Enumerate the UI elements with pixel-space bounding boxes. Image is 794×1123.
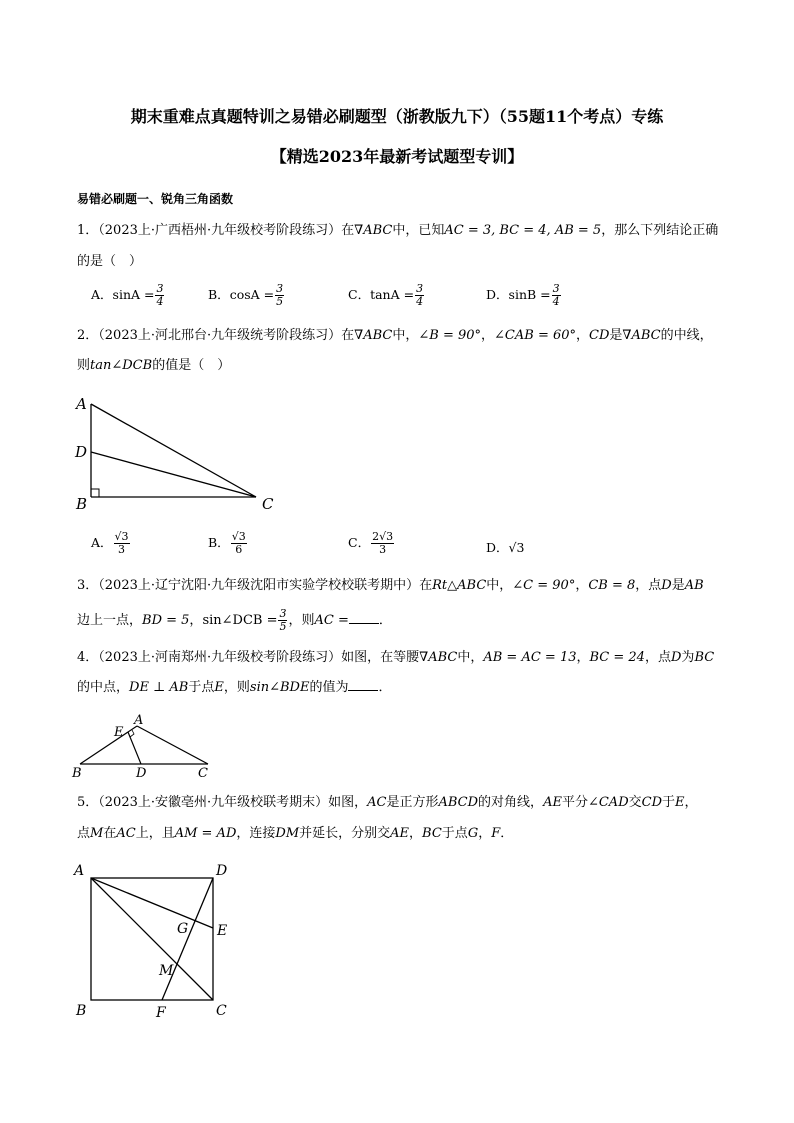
point-label-c: C: [198, 766, 208, 781]
q2-triangle-figure: [70, 390, 290, 515]
right-angle-mark: [130, 730, 134, 737]
q5-bc: BC: [422, 826, 442, 841]
question-4-line-1: [77, 648, 714, 668]
point-label-a: A: [76, 395, 87, 413]
q2-option-a[interactable]: [91, 531, 131, 556]
q1-option-a[interactable]: [91, 283, 165, 308]
question-1-line-1: [77, 221, 718, 241]
option-func: sinA =: [112, 287, 155, 302]
q2-triangle2: ∇ABC: [622, 328, 661, 343]
q3-triangle: Rt△ABC: [432, 578, 487, 593]
fraction-denominator: 6: [235, 543, 243, 556]
question-3-line-2: [77, 608, 392, 633]
section-heading: 易错必刷题一、锐角三角函数: [77, 192, 234, 206]
q5-ae2: AE: [390, 826, 410, 841]
q2-cd: CD: [589, 328, 610, 343]
q4-middle: 中，: [457, 650, 484, 665]
q5-cd: CD: [641, 795, 663, 810]
q4-line2-suffix: 的值为: [309, 680, 349, 695]
option-label: A．: [91, 287, 113, 302]
q1-prefix: 1．（2023上·广西梧州·九年级校考阶段练习）在: [77, 223, 355, 238]
question-1-line-2: 的是（ ）: [77, 254, 143, 269]
q5-comma: ，: [409, 826, 423, 841]
question-2-line-1: [77, 326, 713, 346]
q3-suffix: ，点: [635, 578, 662, 593]
fraction-numerator: √3: [231, 530, 246, 543]
option-value: √3: [508, 540, 525, 555]
q4-line2-prefix: 的中点，: [77, 680, 130, 695]
segment-ab: [80, 726, 137, 764]
q3-fraction: [278, 608, 287, 633]
fraction-denominator: 5: [279, 620, 287, 633]
q5-g: G: [467, 826, 479, 841]
fraction-denominator: 4: [552, 295, 560, 308]
q5-ac2: AC: [116, 826, 136, 841]
q4-bc2: BC: [694, 650, 715, 665]
q4-e: E: [214, 680, 224, 695]
q5-middle4: 交: [628, 795, 642, 810]
q5-dm: DM: [275, 826, 300, 841]
q3-line2-prefix: 边上一点，: [77, 613, 143, 628]
option-label: B．: [208, 287, 230, 302]
question-5-line-1: [77, 793, 698, 813]
q3-prefix: 3．（2023上·辽宁沈阳·九年级沈阳市实验学校校联考期中）在: [77, 578, 433, 593]
q5-e: E: [675, 795, 685, 810]
option-fraction: [155, 283, 164, 308]
option-fraction: [552, 283, 561, 308]
q4-end: ．: [378, 680, 392, 695]
diagonal-ac: [91, 878, 213, 1000]
question-3-line-1: [77, 576, 704, 596]
q5-middle3: 平分: [561, 795, 588, 810]
fraction-denominator: 3: [379, 543, 387, 556]
q5-square-figure: [70, 858, 250, 1023]
option-label: D．: [486, 540, 509, 555]
segment-ac: [91, 404, 256, 497]
q5-line2-mid3: ，连接: [236, 826, 276, 841]
fraction-numerator: √3: [114, 530, 129, 543]
q3-sep: ，: [575, 578, 589, 593]
q1-suffix: ，那么下列结论正确: [601, 223, 719, 238]
fraction-denominator: 4: [416, 295, 424, 308]
option-label: B．: [208, 535, 230, 550]
option-fraction: [415, 283, 424, 308]
point-label-e: E: [217, 923, 228, 939]
q5-line2-mid: 在: [103, 826, 117, 841]
segment-df: [162, 878, 213, 1000]
point-label-e: E: [114, 725, 124, 740]
q5-abcd: ABCD: [438, 795, 479, 810]
q2-option-c[interactable]: [348, 531, 395, 556]
q3-cb: CB = 8: [588, 578, 636, 593]
q4-line2-mid: 于点: [188, 680, 215, 695]
q5-middle: 是正方形: [386, 795, 439, 810]
q2-prefix: 2．（2023上·河北邢台·九年级统考阶段练习）在: [77, 328, 355, 343]
option-label: A．: [91, 535, 113, 550]
option-func: tanA =: [370, 287, 415, 302]
point-label-c: C: [262, 495, 274, 513]
q1-option-b[interactable]: [208, 283, 285, 308]
q2-angle-b: ∠B = 90°: [418, 328, 482, 343]
q1-triangle: ∇ABC: [354, 223, 393, 238]
q2-middle: 中，: [392, 328, 419, 343]
q5-suffix: 于: [662, 795, 676, 810]
fraction-denominator: 5: [276, 295, 284, 308]
point-label-a: A: [134, 713, 144, 728]
fraction-denominator: 4: [156, 295, 164, 308]
q2-angle-cab: ∠CAB = 60°: [494, 328, 577, 343]
option-func: cosA =: [229, 287, 275, 302]
q4-sep: ，: [576, 650, 590, 665]
q4-expression: sin∠BDE: [249, 680, 310, 695]
option-label: C．: [348, 535, 371, 550]
page-subtitle: 【精选2023年最新考试题型专训】: [270, 147, 524, 166]
segment-ac: [137, 726, 208, 764]
q1-middle: 中，已知: [392, 223, 445, 238]
q5-line2-mid4: 并延长，分别交: [299, 826, 391, 841]
q4-answer-blank[interactable]: [348, 678, 378, 691]
q4-suffix2: 为: [681, 650, 695, 665]
q4-line2-then: ，则: [223, 680, 250, 695]
q3-ac: AC =: [314, 613, 349, 628]
q4-d: D: [670, 650, 682, 665]
q5-f: F: [491, 826, 501, 841]
q5-m: M: [90, 826, 104, 841]
q3-end: ．: [378, 613, 392, 628]
option-func: sinB =: [508, 287, 551, 302]
point-label-d: D: [136, 766, 147, 781]
point-label-b: B: [72, 766, 82, 781]
q3-bd: BD = 5: [142, 613, 190, 628]
q5-line2-mid5: 于点: [441, 826, 468, 841]
q4-triangle-figure: [70, 712, 220, 782]
option-fraction: [275, 283, 284, 308]
question-2-line-2: [77, 356, 230, 376]
point-label-b: B: [76, 495, 88, 513]
q5-ae: AE: [543, 795, 562, 810]
fraction-numerator: 3: [276, 282, 284, 295]
q4-bc: BC = 24: [589, 650, 645, 665]
point-label-g: G: [177, 921, 189, 937]
q2-option-b[interactable]: [208, 531, 248, 556]
q2-sep: ，: [481, 328, 495, 343]
q3-suffix2: 是: [671, 578, 685, 593]
q5-am: AM = AD: [174, 826, 237, 841]
q1-option-d[interactable]: [486, 283, 562, 308]
option-fraction: [371, 531, 394, 556]
point-label-m: M: [159, 963, 174, 979]
q3-sin: sin∠DCB =: [202, 613, 278, 628]
q1-option-c[interactable]: [348, 283, 425, 308]
q2-triangle: ∇ABC: [354, 328, 393, 343]
option-label: D．: [486, 287, 509, 302]
fraction-numerator: 2√3: [372, 530, 394, 543]
point-label-c: C: [216, 1003, 227, 1019]
q1-condition: AC = 3, BC = 4, AB = 5: [444, 223, 602, 238]
option-fraction: [114, 531, 130, 556]
point-label-d: D: [216, 863, 228, 879]
q3-angle-c: ∠C = 90°: [512, 578, 576, 593]
q4-de: DE ⊥ AB: [129, 680, 189, 695]
q3-sep2: ，: [189, 613, 203, 628]
q2-suffix: 的中线，: [660, 328, 713, 343]
option-fraction: [231, 531, 247, 556]
point-label-d: D: [75, 443, 88, 461]
q5-line2-mid2: 上，且: [135, 826, 175, 841]
q4-triangle: ∇ABC: [419, 650, 458, 665]
q3-then: ，则: [288, 613, 315, 628]
fraction-numerator: 3: [552, 282, 560, 295]
right-angle-mark: [91, 489, 99, 497]
q5-ac: AC: [367, 795, 387, 810]
q5-end1: ，: [684, 795, 698, 810]
q5-end2: ．: [500, 826, 514, 841]
q5-prefix: 5．（2023上·安徽亳州·九年级校联考期末）如图，: [77, 795, 368, 810]
point-label-f: F: [156, 1005, 166, 1021]
q5-line2-prefix: 点: [77, 826, 91, 841]
fraction-numerator: 3: [416, 282, 424, 295]
q4-eq: AB = AC = 13: [483, 650, 577, 665]
q2-line2-prefix: 则: [77, 358, 91, 373]
point-label-a: A: [74, 863, 85, 879]
question-5-line-2: [77, 824, 513, 844]
q2-line2-suffix: 的值是（ ）: [152, 358, 231, 373]
q2-sep: ，: [576, 328, 590, 343]
segment-cd: [91, 452, 256, 497]
fraction-numerator: 3: [279, 607, 287, 620]
page-title: 期末重难点真题特训之易错必刷题型（浙教版九下）（55题11个考点）专练: [130, 107, 664, 126]
fraction-denominator: 3: [118, 543, 126, 556]
q3-d: D: [661, 578, 672, 593]
q4-prefix: 4．（2023上·河南郑州·九年级校考阶段练习）如图，在等腰: [77, 650, 420, 665]
option-label: C．: [348, 287, 371, 302]
q3-ab: AB: [684, 578, 704, 593]
fraction-numerator: 3: [156, 282, 164, 295]
q2-expression: tan∠DCB: [90, 358, 153, 373]
q2-middle2: 是: [609, 328, 623, 343]
q5-middle2: 的对角线，: [478, 795, 544, 810]
q2-option-d[interactable]: [486, 538, 524, 556]
q5-comma: ，: [478, 826, 492, 841]
question-4-line-2: [77, 678, 392, 698]
q3-answer-blank[interactable]: [349, 611, 379, 624]
q4-suffix: ，点: [644, 650, 671, 665]
q3-middle: 中，: [486, 578, 513, 593]
point-label-b: B: [76, 1003, 87, 1019]
q5-angle: ∠CAD: [587, 795, 629, 810]
